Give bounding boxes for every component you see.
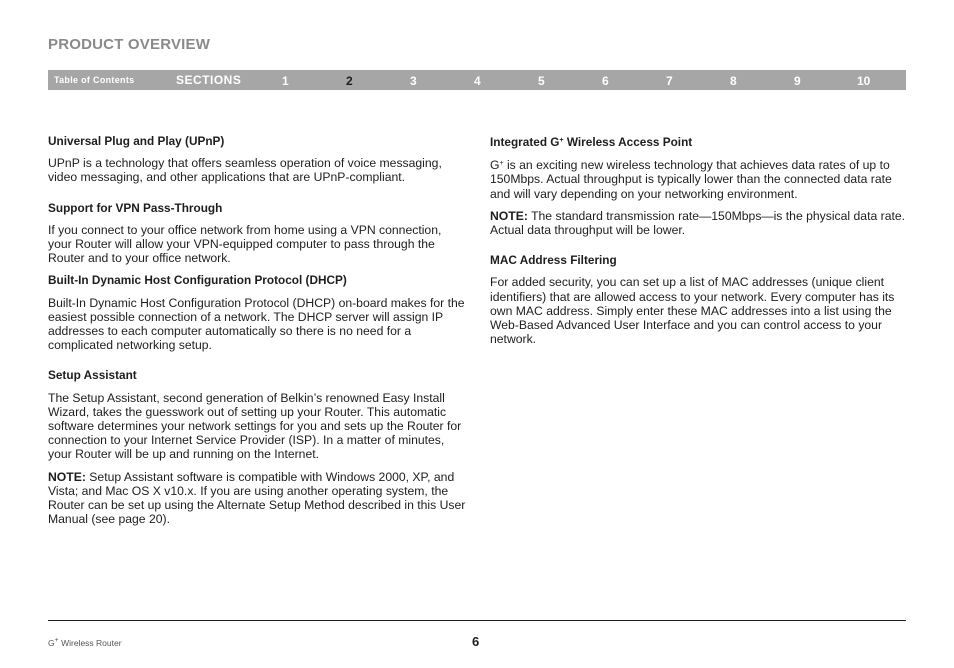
setup-section [48,368,466,526]
vpn-body: If you connect to your office network from home using a VPN connection, your Router will allow your VPN-equipped computer to pass through the Router and to your office network. [48,222,442,266]
vpn-heading: Support for VPN Pass-Through [48,200,223,215]
page-number: 6 [472,634,480,649]
section-link-7[interactable]: 7 [666,74,673,88]
section-link-5[interactable]: 5 [538,74,545,88]
mac-filtering-section [490,253,910,346]
note-label: NOTE: [48,469,86,484]
dhcp-section [48,273,466,352]
section-nav-bar [48,70,906,90]
footer-product-name: G+ Wireless Router [48,637,122,648]
mac-filtering-heading: MAC Address Filtering [490,253,617,268]
section-link-8[interactable]: 8 [730,74,737,88]
section-link-9[interactable]: 9 [794,74,801,88]
vpn-section [48,201,466,266]
wireless-access-point-body: G+ is an exciting new wireless technology that achieves data rates of up to 150Mbps. Actual throughput is typically lower than the connected data rate and will vary depending on your networking environment. [490,158,892,201]
wap-note-text: The standard transmission rate—150Mbps—is the physical data rate. Actual data throughput will be lower. [490,208,906,238]
section-link-3[interactable]: 3 [410,74,417,88]
upnp-heading: Universal Plug and Play (UPnP) [48,134,225,148]
section-link-10[interactable]: 10 [857,74,871,88]
section-link-1[interactable]: 1 [282,74,289,88]
dhcp-body: Built-In Dynamic Host Configuration Protocol (DHCP) on-board makes for the easiest possible connection of a network. The DHCP server will assign IP addresses to each computer automatically so there is no need for a complicated networking setup. [48,295,465,353]
mac-filtering-body: For added security, you can set up a list of MAC addresses (unique client identifiers) that are allowed access to your network. Every computer has its own MAC address. Simply enter these MAC addresses into a list using the Web-Based Advanced User Interface and you can control access to your network. [490,275,895,347]
upnp-body: UPnP is a technology that offers seamless operation of voice messaging, video messaging, and other applications that are UPnP-compliant. [48,156,442,185]
right-column [490,134,910,354]
left-column [48,134,466,534]
section-link-2[interactable]: 2 [346,74,353,88]
table-of-contents-link[interactable]: Table of Contents [54,75,135,85]
upnp-section [48,134,466,185]
note-label: NOTE: [490,208,528,223]
setup-note [48,470,466,527]
setup-heading: Setup Assistant [48,368,137,383]
page-title: PRODUCT OVERVIEW [48,36,211,53]
sections-label: SECTIONS [176,73,242,87]
setup-body: The Setup Assistant, second generation of Belkin’s renowned Easy Install Wizard, takes the guesswork out of setting up your Router. This automatic software determines your network settings for you and sets up the Router for connection to your Internet Service Provider (ISP). In a matter of minutes, your Router will be up and running on the Internet. [48,390,462,462]
wireless-access-point-note [490,209,910,237]
setup-note-text: Setup Assistant software is compatible with Windows 2000, XP, and Vista; and Mac OS X v10.x. If you are using another operating system, the Router can be set up using the Alternate Setup Method described in this User Manual (see page 20). [48,469,466,527]
wireless-access-point-section [490,134,910,237]
footer-divider [48,620,906,621]
section-link-4[interactable]: 4 [474,74,481,88]
wireless-access-point-heading: Integrated G+ Wireless Access Point [490,135,693,149]
dhcp-heading: Built-In Dynamic Host Configuration Protocol (DHCP) [48,273,347,288]
section-link-6[interactable]: 6 [602,74,609,88]
